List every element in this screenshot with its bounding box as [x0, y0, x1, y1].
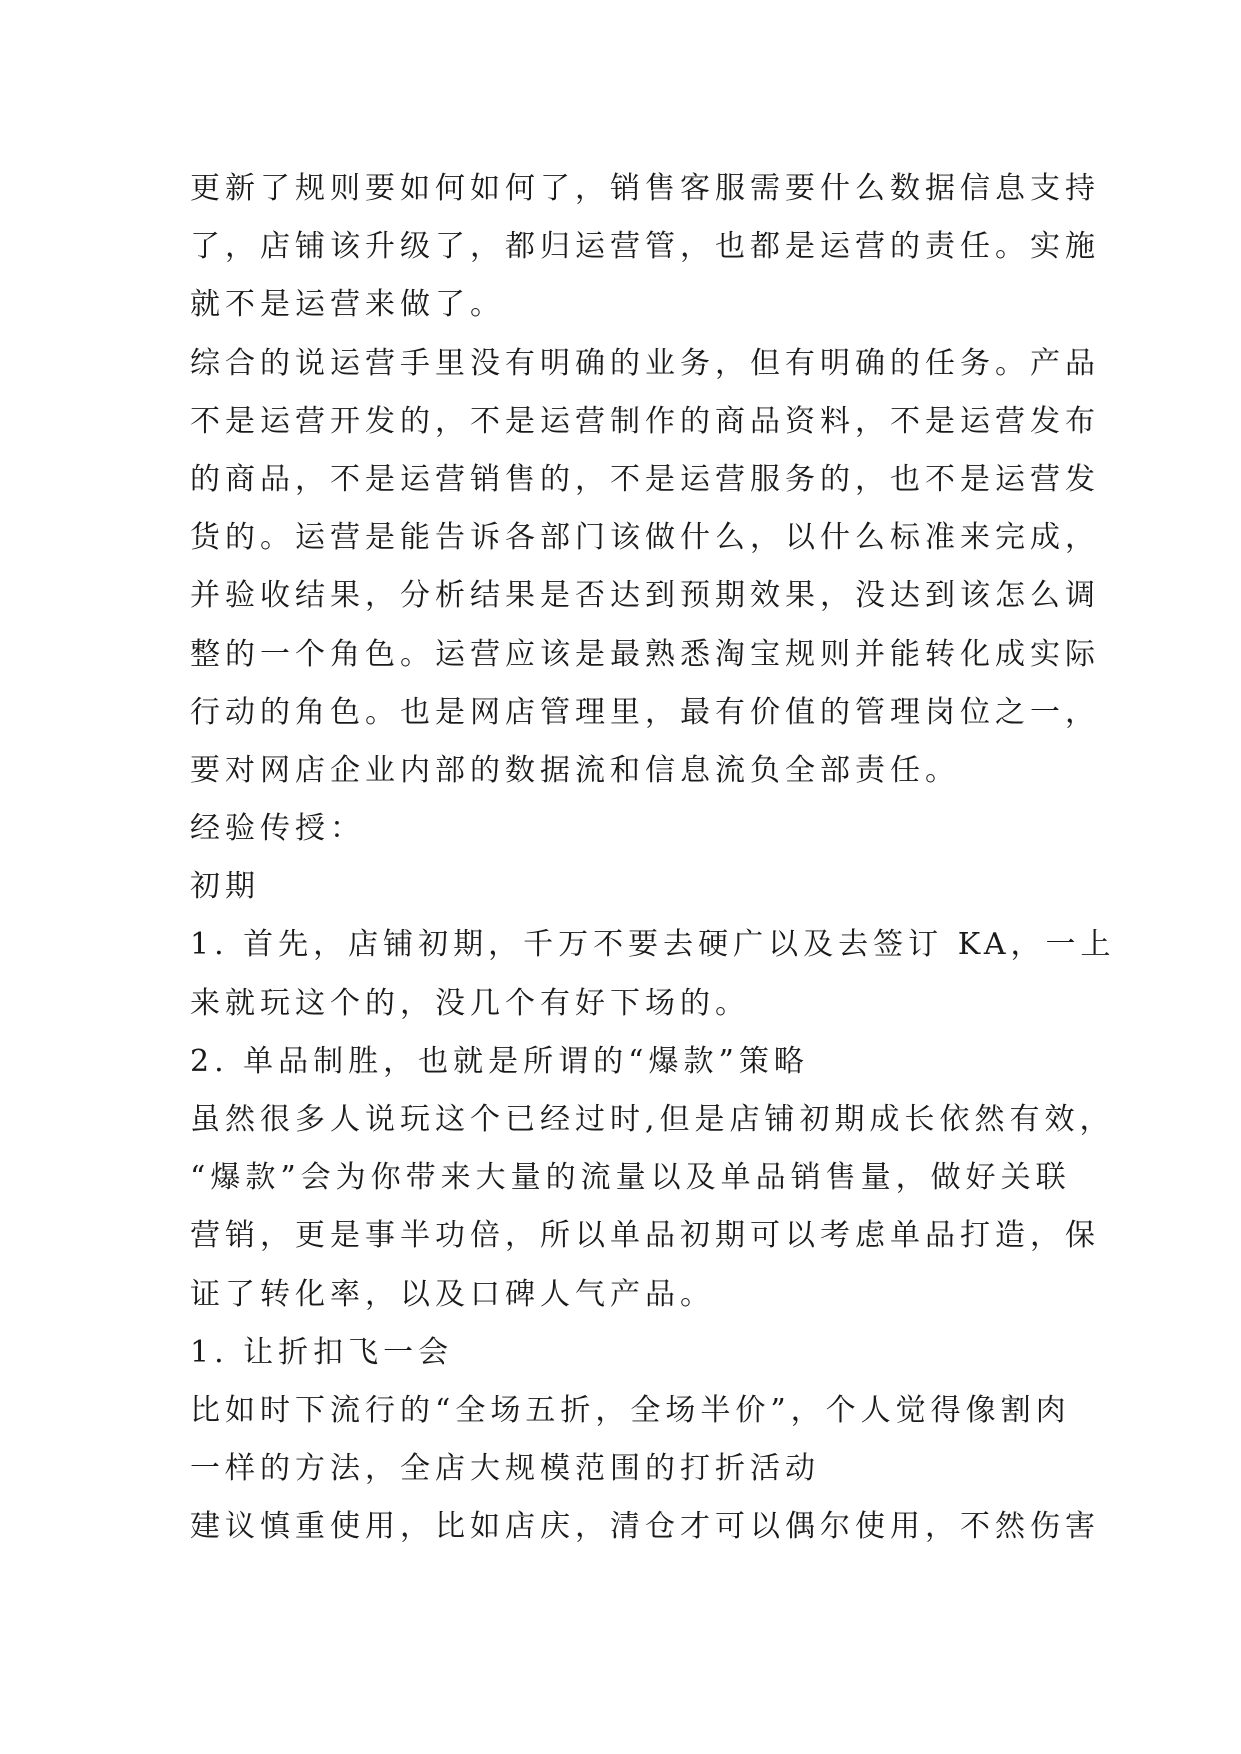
text-line: 行动的角色。也是网店管理里，最有价值的管理岗位之一， — [190, 694, 1100, 730]
subsection-heading: 初期 — [190, 869, 260, 905]
text-line: 的商品，不是运营销售的，不是运营服务的，也不是运营发 — [190, 461, 1100, 497]
list-item: 2. 单品制胜，也就是所谓的“爆款”策略 — [190, 1043, 809, 1079]
text-line: 营销，更是事半功倍，所以单品初期可以考虑单品打造，保 — [190, 1218, 1100, 1254]
list-item: 1. 首先，店铺初期，千万不要去硬广以及去签订 KA，一上 — [190, 927, 1116, 963]
list-item: 1. 让折扣飞一会 — [190, 1334, 454, 1370]
text-line: 货的。运营是能告诉各部门该做什么，以什么标准来完成， — [190, 520, 1100, 556]
text-line: 建议慎重使用，比如店庆，清仓才可以偶尔使用，不然伤害 — [190, 1509, 1100, 1545]
text-line: 要对网店企业内部的数据流和信息流负全部责任。 — [190, 752, 960, 788]
text-line: 并验收结果，分析结果是否达到预期效果，没达到该怎么调 — [190, 578, 1100, 614]
text-line: 更新了规则要如何如何了，销售客服需要什么数据信息支持 — [190, 171, 1100, 206]
section-heading: 经验传授： — [190, 811, 365, 847]
body-text — [190, 160, 1116, 1557]
text-line: 来就玩这个的，没几个有好下场的。 — [190, 985, 750, 1021]
text-line: 证了转化率，以及口碑人气产品。 — [190, 1276, 715, 1312]
text-line: 了，店铺该升级了，都归运营管，也都是运营的责任。实施 — [190, 229, 1100, 265]
text-line: “爆款”会为你带来大量的流量以及单品销售量，做好关联 — [190, 1160, 1071, 1196]
text-line: 综合的说运营手里没有明确的业务，但有明确的任务。产品 — [190, 345, 1100, 381]
text-line: 整的一个角色。运营应该是最熟悉淘宝规则并能转化成实际 — [190, 636, 1100, 672]
text-line: 就不是运营来做了。 — [190, 287, 505, 323]
text-line: 比如时下流行的“全场五折，全场半价”，个人觉得像割肉 — [190, 1392, 1071, 1428]
text-line: 不是运营开发的，不是运营制作的商品资料，不是运营发布 — [190, 403, 1100, 439]
text-line: 一样的方法，全店大规模范围的打折活动 — [190, 1451, 820, 1487]
text-line: 虽然很多人说玩这个已经过时,但是店铺初期成长依然有效， — [190, 1102, 1115, 1137]
